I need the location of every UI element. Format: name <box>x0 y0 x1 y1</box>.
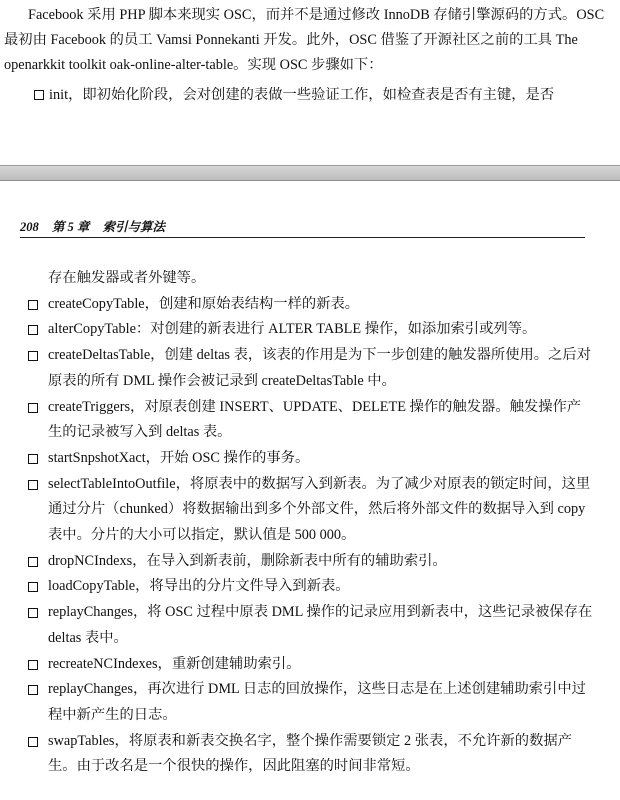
checkbox-bullet-icon <box>28 454 38 464</box>
list-item-text: dropNCIndexs，在导入到新表前，删除新表中所有的辅助索引。 <box>48 552 447 569</box>
bullet-init <box>34 83 614 108</box>
checkbox-bullet-icon <box>28 325 38 335</box>
osc-intro-paragraph: Facebook 采用 PHP 脚本来现实 OSC，而并不是通过修改 InnoDB 存储引擎源码的方式。OSC 最初由 Facebook 的员工 Vamsi Ponnekanti 开发。此外，OSC 借鉴了开源社区之前的工具 The openarkkit toolkit oak-online-alter-table。实现 OSC 步骤如下： <box>4 7 605 73</box>
chapter-label: 第 5 章 <box>51 220 90 234</box>
checkbox-bullet-icon <box>28 403 38 413</box>
checkbox-bullet-icon <box>28 300 38 310</box>
list-item-text: swapTables，将原表和新表交换名字，整个操作需要锁定 2 张表，不允许新的数据产生。由于改名是一个很快的操作，因此阻塞的时间非常短。 <box>48 732 572 775</box>
list-item-text: startSnpshotXact，开始 OSC 操作的事务。 <box>48 449 310 466</box>
list-item <box>28 343 593 394</box>
checkbox-bullet-icon <box>28 557 38 567</box>
checkbox-bullet-icon <box>28 480 38 490</box>
list-item <box>28 600 593 651</box>
running-head <box>20 217 585 238</box>
page-number: 208 <box>20 220 39 234</box>
list-item <box>28 677 593 728</box>
list-item <box>28 652 593 678</box>
list-item-text: createDeltasTable，创建 deltas 表，该表的作用是为下一步创建的触发器所使用。之后对原表的所有 DML 操作会被记录到 createDeltasTable 中。 <box>48 347 591 389</box>
checkbox-bullet-icon <box>28 582 38 592</box>
list-item <box>28 292 593 318</box>
list-item-text: createTriggers，对原表创建 INSERT、UPDATE、DELETE 操作的触发器。触发操作产生的记录被写入到 deltas 表。 <box>48 398 582 441</box>
chapter-title: 索引与算法 <box>102 220 166 234</box>
checkbox-bullet-icon <box>28 351 38 361</box>
list-item <box>28 729 593 780</box>
list-item <box>28 395 593 446</box>
list-item-text: alterCopyTable：对创建的新表进行 ALTER TABLE 操作，如添加索引或列等。 <box>48 321 537 338</box>
page-break <box>0 165 620 181</box>
continuation-text: 存在触发器或者外键等。 <box>48 270 206 286</box>
list-item-text: selectTableIntoOutfile，将原表中的数据写入到新表。为了减少对原表的锁定时间，这里通过分片（chunked）将数据输出到多个外部文件，然后将外部文件的数据导入到 copy 表中。分片的大小可以指定，默认值是 500 000。 <box>48 475 591 544</box>
checkbox-bullet-icon <box>28 660 38 670</box>
osc-steps-list <box>28 266 593 780</box>
bullet-init-text: init，即初始化阶段，会对创建的表做一些验证工作，如检查表是否有主键，是否 <box>49 87 555 103</box>
list-item-text: replayChanges，再次进行 DML 日志的回放操作，这些日志是在上述创建辅助索引中过程中新产生的日志。 <box>48 681 586 723</box>
checkbox-bullet-icon <box>28 737 38 747</box>
list-item <box>28 574 593 600</box>
checkbox-bullet-icon <box>28 685 38 695</box>
checkbox-bullet-icon <box>28 608 38 618</box>
list-item-text: createCopyTable，创建和原始表结构一样的新表。 <box>48 295 360 312</box>
list-item <box>28 317 593 343</box>
checkbox-bullet-icon <box>34 90 44 100</box>
list-item-text: loadCopyTable，将导出的分片文件导入到新表。 <box>48 578 350 595</box>
list-item <box>28 549 593 575</box>
list-item-text: recreateNCIndexes，重新创建辅助索引。 <box>48 655 301 672</box>
list-item <box>28 446 593 472</box>
list-item-text: replayChanges，将 OSC 过程中原表 DML 操作的记录应用到新表中，这些记录被保存在 deltas 表中。 <box>48 604 593 646</box>
list-item <box>28 472 593 549</box>
